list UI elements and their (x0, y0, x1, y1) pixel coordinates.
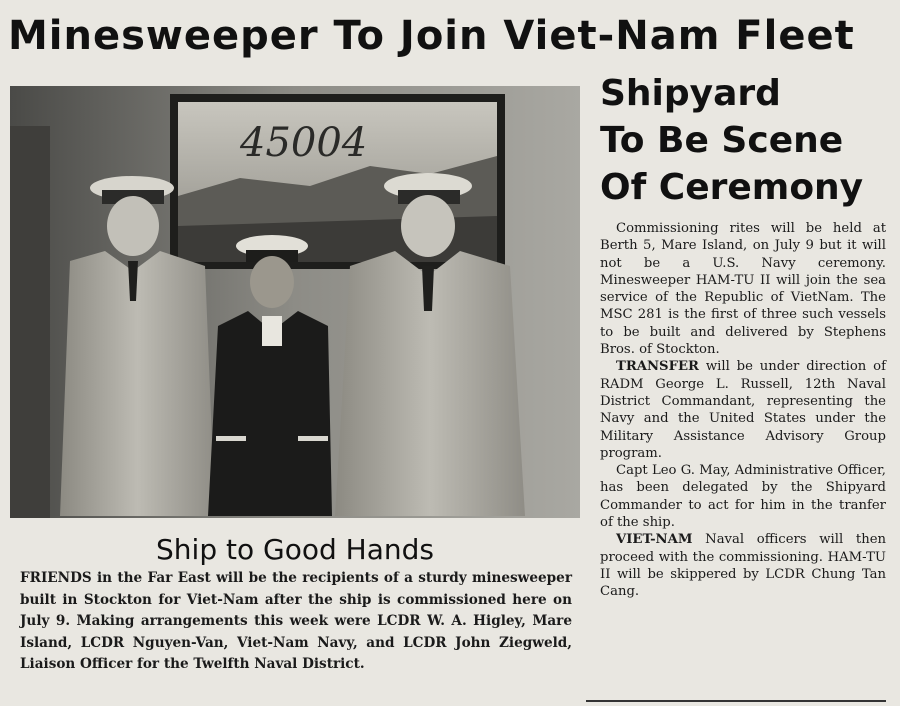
side-headline-line3: Of Ceremony (600, 167, 864, 208)
caption-text: in the Far East will be the recipients of a sturdy minesweeper built in Stockton for Viet-Nam after the ship is commissioned here on July 9. Making arrangements this week were LCDR W. A. Higley, Mare Island, LCDR Nguyen-Van, Viet-Nam Navy, and LCDR John Ziegweld, Liaison Officer for the Twelfth Naval District. (20, 570, 572, 672)
news-photo (10, 86, 580, 518)
paragraph-3: Capt Leo G. May, Administrative Officer, has been delegated by the Shipyard Commander to act for him in the tranfer of the ship. (600, 463, 886, 531)
bottom-rule (586, 700, 886, 702)
side-headline-line2: To Be Scene (600, 120, 844, 161)
side-story-headline (600, 70, 892, 220)
paragraph-2-lead: TRANSFER (616, 359, 699, 375)
side-story-column (600, 220, 886, 698)
caption-lead: FRIENDS (20, 570, 92, 586)
handwritten-number: 45004 (240, 120, 368, 166)
paragraph-2-text: will be under direction of RADM George L. Russell, 12th Naval District Commandant, representing the Navy and the United States under the Military Assistance Advisory Group program. (600, 359, 886, 461)
paragraph-2 (600, 358, 886, 462)
paragraph-4-text: Naval officers will then proceed with the commissioning. HAM-TU II will be skippered by LCDR Chung Tan Cang. (600, 532, 886, 600)
photo-officers-illustration (10, 86, 580, 518)
paragraph-4 (600, 531, 886, 600)
paragraph-1: Commissioning rites will be held at Berth 5, Mare Island, on July 9 but it will not be a U.S. Navy ceremony. Minesweeper HAM-TU II will join the sea service of the Republic of VietNam. The MSC 281 is the first of three such vessels to be built and delivered by Stephens Bros. of Stockton. (600, 221, 886, 358)
caption-title: Ship to Good Hands (156, 533, 434, 566)
caption-body (20, 568, 572, 696)
side-headline-line1: Shipyard (600, 73, 781, 114)
headline: Minesweeper To Join Viet-Nam Fleet (8, 13, 855, 59)
paragraph-4-lead: VIET-NAM (616, 532, 693, 548)
